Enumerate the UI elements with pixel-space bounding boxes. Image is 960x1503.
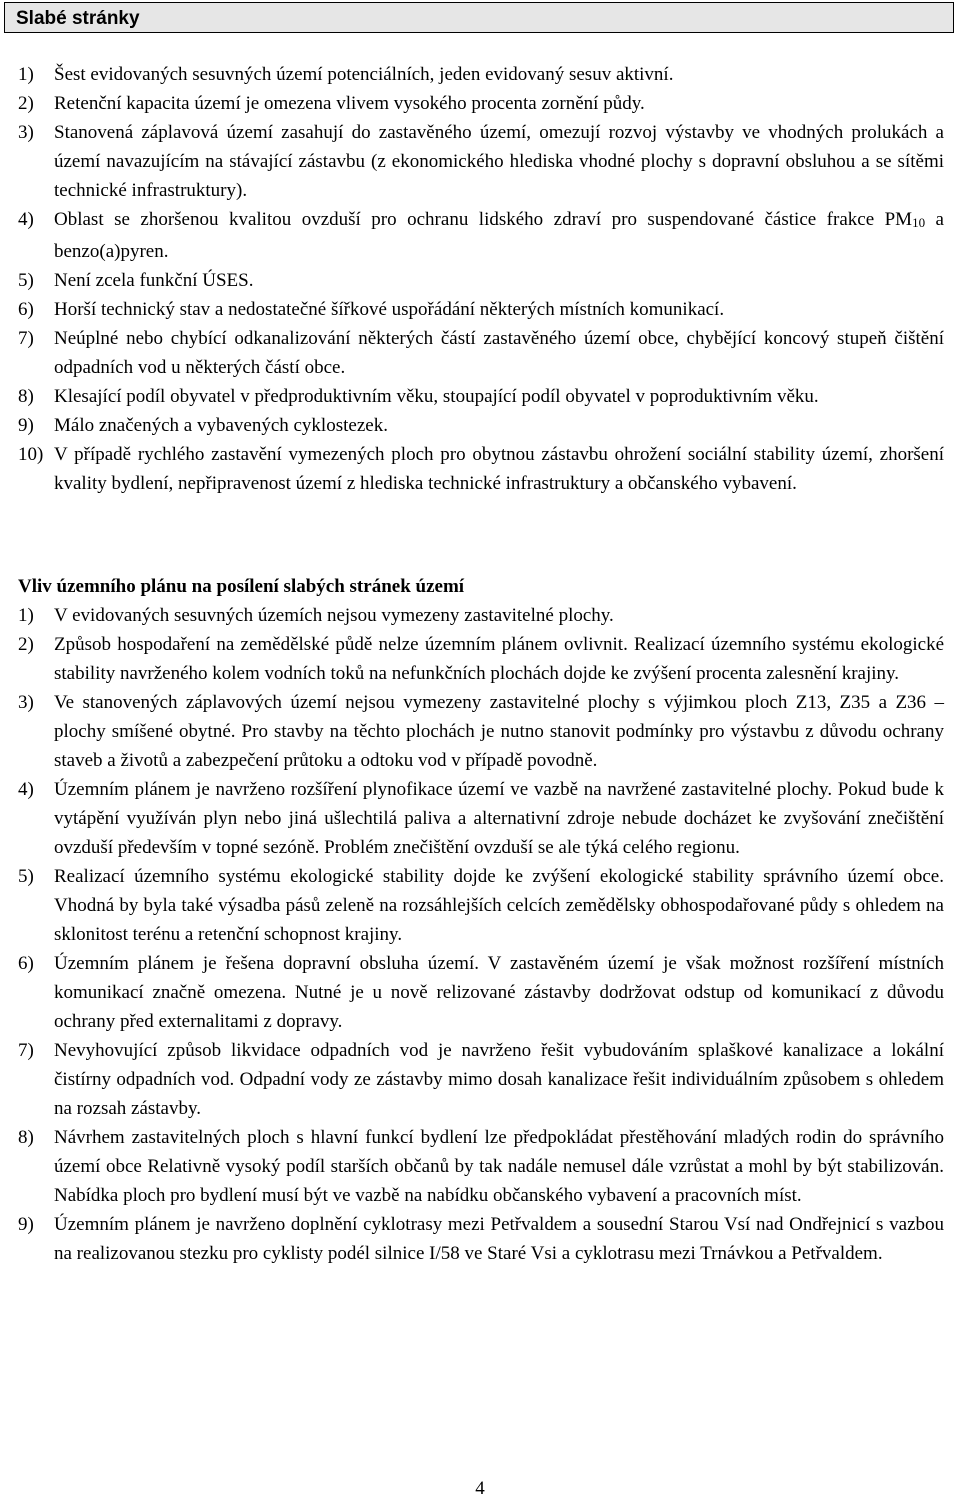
list-item [18, 89, 944, 118]
item-number: 9) [18, 1214, 34, 1235]
item-number: 7) [18, 328, 34, 349]
section2-heading: Vliv územního plánu na posílení slabých stránek území [18, 576, 465, 597]
list-item [18, 862, 944, 949]
item-text: Není zcela funkční ÚSES. [54, 270, 254, 291]
item-text: Ve stanovených záplavových území nejsou vymezeny zastavitelné plochy s výjimkou ploch Z13, Z35 a Z36 – plochy smíšené obytné. Pro stavby na těchto plochách je nutno stanovit podmínky pro výstavbu z důvodu ochrany staveb a životů a zabezpečení průtoku a odtoku vod v případě povodně. [54, 692, 944, 771]
measures-list [18, 601, 944, 1268]
item-text: Návrhem zastavitelných ploch s hlavní funkcí bydlení lze předpokládat přestěhování mladých rodin do správního území obce Relativně vysoký podíl starších občanů by tak nadále nemusel dále vzrůstat a mohl by být stabilizován. Nabídka ploch pro bydlení musí být ve vazbě na nabídku občanského vybavení a pracovních míst. [54, 1127, 944, 1206]
list-item [18, 440, 944, 498]
list-item [18, 205, 944, 266]
list-item [18, 266, 944, 295]
list-item [18, 775, 944, 862]
item-number: 5) [18, 866, 34, 887]
item-number: 2) [18, 634, 34, 655]
item-number: 3) [18, 692, 34, 713]
page-number: 4 [475, 1478, 485, 1499]
list-item [18, 1036, 944, 1123]
item-text: Nevyhovující způsob likvidace odpadních vod je navrženo řešit vybudováním splaškové kanalizace a lokální čistírny odpadních vod. Odpadní vody ze zástavby mimo dosah kanalizace řešit individuálním způsobem s ohledem na rozsah zástavby. [54, 1040, 944, 1119]
item-text [54, 205, 944, 266]
item-number: 10) [18, 444, 44, 465]
list-item [18, 60, 944, 89]
list-item [18, 1123, 944, 1210]
list-item [18, 601, 944, 630]
item-number: 2) [18, 93, 34, 114]
list-item [18, 118, 944, 205]
item-number: 8) [18, 1127, 34, 1148]
item-text: Územním plánem je řešena dopravní obsluha území. V zastavěném území je však možnost rozšíření místních komunikací značně omezena. Nutné je u nově relizované zástavby dodržovat odstup od komunikací z důvodu ochrany před externalitami z dopravy. [54, 953, 944, 1032]
subscript: 10 [912, 215, 926, 230]
item-text: Způsob hospodaření na zemědělské půdě nelze územním plánem ovlivnit. Realizací územního systému ekologické stability navrženého kolem vodních toků na nefunkčních plochách dojde ke zvýšení procenta zalesnění krajiny. [54, 634, 944, 684]
item-text-part: Oblast se zhoršenou kvalitou ovzduší pro ochranu lidského zdraví pro suspendované částice frakce PM [54, 209, 913, 230]
section-header-box [4, 2, 954, 33]
list-item [18, 1210, 944, 1268]
item-number: 1) [18, 605, 34, 626]
item-text: Horší technický stav a nedostatečné šířkové uspořádání některých místních komunikací. [54, 299, 725, 320]
item-number: 6) [18, 953, 34, 974]
item-text-part: a benzo(a)pyren. [54, 209, 944, 262]
item-text: Klesající podíl obyvatel v předproduktivním věku, stoupající podíl obyvatel v poproduktivním věku. [54, 386, 819, 407]
section-title: Slabé stránky [16, 8, 140, 29]
list-item [18, 411, 944, 440]
item-text: Územním plánem je navrženo rozšíření plynofikace území ve vazbě na navržené zastavitelné plochy. Pokud bude k vytápění využíván plyn nebo jiná ušlechtilá paliva a alternativní zdroje nebude docházet ke zvyšování znečištění ovzduší především v topné sezóně. Problém znečištění ovzduší se ale týká celého regionu. [54, 779, 944, 858]
item-number: 3) [18, 122, 34, 143]
item-number: 5) [18, 270, 34, 291]
item-text: Stanovená záplavová území zasahují do zastavěného území, omezují rozvoj výstavby ve vhodných prolukách a území navazujícím na stávající zástavbu (z ekonomického hlediska vhodné plochy s dopravní obsluhou a se sítěmi technické infrastruktury). [54, 122, 944, 201]
item-number: 6) [18, 299, 34, 320]
item-number: 7) [18, 1040, 34, 1061]
item-text: V případě rychlého zastavění vymezených ploch pro obytnou zástavbu ohrožení sociální stability území, zhoršení kvality bydlení, nepřipravenost území z hlediska technické infrastruktury a občanského vybavení. [54, 444, 944, 494]
list-item [18, 688, 944, 775]
item-text: V evidovaných sesuvných územích nejsou vymezeny zastavitelné plochy. [54, 605, 614, 626]
item-number: 9) [18, 415, 34, 436]
list-item [18, 949, 944, 1036]
list-item [18, 630, 944, 688]
weaknesses-list [18, 60, 944, 498]
list-item [18, 324, 944, 382]
item-text: Územním plánem je navrženo doplnění cyklotrasy mezi Petřvaldem a sousední Starou Vsí nad Ondřejnicí s vazbou na realizovanou stezku pro cyklisty podél silnice I/58 ve Staré Vsi a cyklotrasu mezi Trnávkou a Petřvaldem. [54, 1214, 944, 1264]
item-text: Šest evidovaných sesuvných území potenciálních, jeden evidovaný sesuv aktivní. [54, 64, 674, 85]
item-number: 8) [18, 386, 34, 407]
item-number: 4) [18, 779, 34, 800]
item-text: Retenční kapacita území je omezena vlivem vysokého procenta zornění půdy. [54, 93, 645, 114]
item-text: Realizací územního systému ekologické stability dojde ke zvýšení ekologické stability správního území obce. Vhodná by byla také výsadba pásů zeleně na rozsáhlejších celcích zemědělsky obhospodařované půdy s ohledem na sklonitost terénu a retenční schopnost krajiny. [54, 866, 944, 945]
item-text: Málo značených a vybavených cyklostezek. [54, 415, 388, 436]
list-item [18, 295, 944, 324]
item-number: 4) [18, 209, 34, 230]
item-number: 1) [18, 64, 34, 85]
list-item [18, 382, 944, 411]
item-text: Neúplné nebo chybící odkanalizování některých částí zastavěného území obce, chybějící koncový stupeň čištění odpadních vod u některých částí obce. [54, 328, 944, 378]
